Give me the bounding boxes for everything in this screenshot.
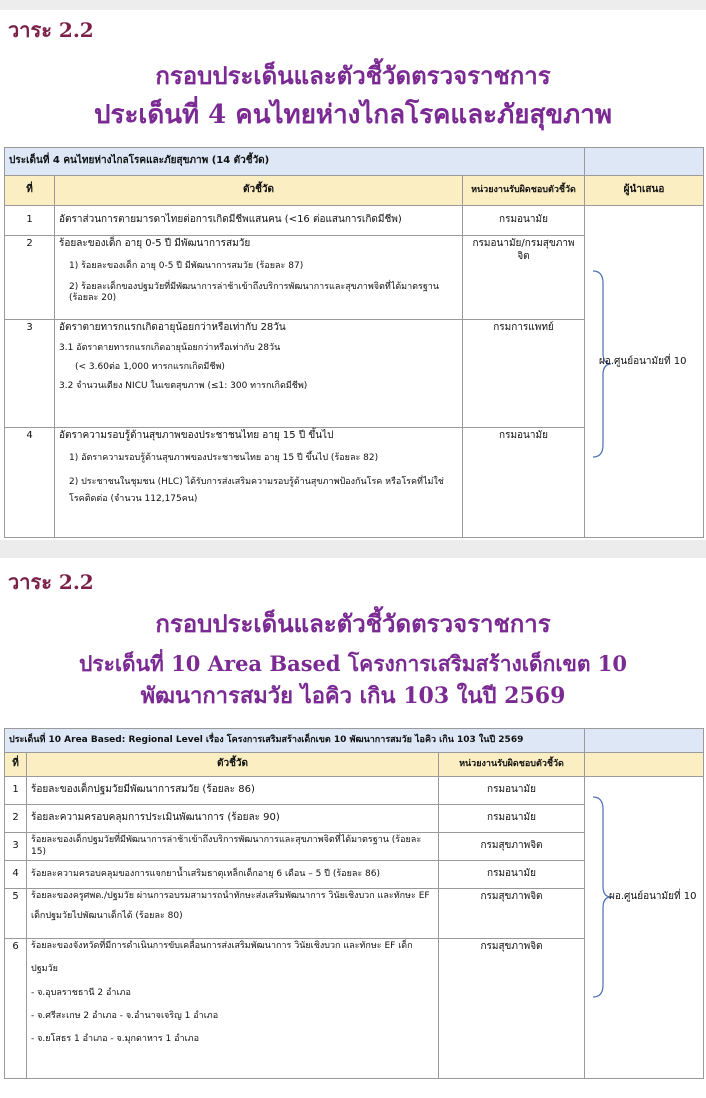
row-unit: กรมอนามัย [463, 428, 585, 538]
indicator-text: ร้อยละของเด็ก อายุ 0-5 ปี มีพัฒนาการสมวัย [59, 238, 251, 249]
presenter-name: ผอ.ศูนย์อนามัยที่ 10 [599, 356, 687, 367]
indicator-sub: 3.2 จำนวนเตียง NICU ในเขตสุขภาพ (≤1: 300 ทารกเกิดมีชีพ) [59, 381, 308, 391]
slide-subtitle: ประเด็นที่ 10 Area Based โครงการเสริมสร้างเด็กเขต 10 [78, 651, 628, 676]
agenda-label: วาระ 2.2 [8, 570, 94, 594]
section-blank [585, 148, 704, 176]
indicator-sub: 1) ร้อยละของเด็ก อายุ 0-5 ปี มีพัฒนาการสมวัย (ร้อยละ 87) [69, 260, 304, 271]
row-indicator [27, 889, 439, 939]
slide-subtitle: ประเด็นที่ 4 คนไทยห่างไกลโรคและภัยสุขภาพ [94, 100, 612, 130]
row-unit: กรมสุขภาพจิต [439, 889, 585, 939]
col-header-unit: หน่วยงานรับผิดชอบตัวชี้วัด [439, 753, 585, 777]
indicator-sub: 2) ประชาชนในชุมชน (HLC) ได้รับการส่งเสริมความรอบรู้ด้านสุขภาพป้องกันโรค หรือโรคที่ไม่ใช่โรคติดต่อ (จำนวน 112,175คน) [69, 476, 444, 504]
section-blank [585, 729, 704, 753]
indicator-text: อัตราความรอบรู้ด้านสุขภาพของประชาชนไทย อายุ 15 ปี ขึ้นไป [59, 430, 334, 441]
indicator-sub: - จ.ศรีสะเกษ 2 อำเภอ - จ.อำนาจเจริญ 1 อำเภอ [31, 1010, 219, 1021]
slide-2 [0, 558, 706, 1098]
row-number: 4 [5, 861, 27, 889]
indicator-text: อัตราตายทารกแรกเกิดอายุน้อยกว่าหรือเท่ากับ 28วัน [59, 322, 286, 333]
indicator-sub: - จ.ยโสธร 1 อำเภอ - จ.มุกดาหาร 1 อำเภอ [31, 1034, 200, 1044]
indicator-text: ร้อยละของจังหวัดที่มีการดำเนินการขับเคลื่อนการส่งเสริมพัฒนาการ วินัยเชิงบวก และทักษะ EF เด็ก [31, 941, 413, 951]
col-header-no: ที่ [5, 176, 55, 206]
indicator-sub: - จ.อุบลราชธานี 2 อำเภอ [31, 987, 131, 998]
indicator-sub: (< 3.60ต่อ 1,000 ทารกแรกเกิดมีชีพ) [75, 361, 225, 372]
row-indicator [55, 320, 463, 428]
col-header-no: ที่ [5, 753, 27, 777]
row-indicator [55, 428, 463, 538]
table-row [5, 777, 704, 805]
indicator-table-2 [4, 728, 704, 1079]
col-header-unit: หน่วยงานรับผิดชอบตัวชี้วัด [463, 176, 585, 206]
slide-title: กรอบประเด็นและตัวชี้วัดตรวจราชการ [155, 61, 551, 90]
row-unit: กรมอนามัย [439, 805, 585, 833]
presenter-cell [585, 777, 704, 1079]
row-unit: กรมสุขภาพจิต [439, 939, 585, 1079]
row-unit: กรมอนามัย [439, 777, 585, 805]
row-unit: กรมอนามัย/กรมสุขภาพจิต [463, 236, 585, 320]
row-number: 3 [5, 833, 27, 861]
slide-title: กรอบประเด็นและตัวชี้วัดตรวจราชการ [155, 609, 551, 638]
row-number: 5 [5, 889, 27, 939]
indicator-sub: 1) อัตราความรอบรู้ด้านสุขภาพของประชาชนไทย อายุ 15 ปี ขึ้นไป (ร้อยละ 82) [69, 452, 379, 463]
row-indicator: ร้อยละของเด็กปฐมวัยที่มีพัฒนาการล่าช้าเข้าถึงบริการพัฒนาการและสุขภาพจิตที่ได้มาตรฐาน (ร้อยละ 15) [27, 833, 439, 861]
top-strip [0, 0, 706, 10]
row-indicator: ร้อยละความครอบคลุมการประเมินพัฒนาการ (ร้อยละ 90) [27, 805, 439, 833]
row-indicator: ร้อยละความครอบคลุมของการแจกยาน้ำเสริมธาตุเหล็กเด็กอายุ 6 เดือน – 5 ปี (ร้อยละ 86) [27, 861, 439, 889]
row-unit: กรมอนามัย [463, 206, 585, 236]
indicator-text: อัตราส่วนการตายมารดาไทยต่อการเกิดมีชีพแสนคน (<16 ต่อแสนการเกิดมีชีพ) [59, 214, 402, 226]
col-header-indicator: ตัวชี้วัด [55, 176, 463, 206]
col-header-indicator: ตัวชี้วัด [27, 753, 439, 777]
presenter-cell [585, 206, 704, 538]
indicator-sub: เด็กปฐมวัยไปพัฒนาเด็กได้ (ร้อยละ 80) [31, 911, 183, 922]
indicator-text: ร้อยละของครูศพด./ปฐมวัย ผ่านการอบรมสามารถนำทักษะส่งเสริมพัฒนาการ วินัยเชิงบวก และทักษะ EF [31, 891, 430, 901]
row-number: 2 [5, 805, 27, 833]
row-unit: กรมการแพทย์ [463, 320, 585, 428]
row-indicator: ร้อยละของเด็กปฐมวัยมีพัฒนาการสมวัย (ร้อยละ 86) [27, 777, 439, 805]
indicator-sub: ปฐมวัย [31, 964, 58, 975]
row-number: 2 [5, 236, 55, 320]
section-label: ประเด็นที่ 10 Area Based: Regional Level เรื่อง โครงการเสริมสร้างเด็กเขต 10 พัฒนาการสมวัย ไอคิว เกิน 103 ในปี 2569 [5, 729, 585, 753]
col-header-presenter-blank [585, 753, 704, 777]
row-indicator [27, 939, 439, 1079]
presenter-name: ผอ.ศูนย์อนามัยที่ 10 [609, 891, 697, 902]
section-label: ประเด็นที่ 4 คนไทยห่างไกลโรคและภัยสุขภาพ (14 ตัวชี้วัด) [5, 148, 585, 176]
row-unit: กรมสุขภาพจิต [439, 833, 585, 861]
indicator-sub: 3.1 อัตราตายทารกแรกเกิดอายุน้อยกว่าหรือเท่ากับ 28วัน [59, 342, 281, 353]
row-number: 1 [5, 777, 27, 805]
table-row [5, 206, 704, 236]
row-indicator [55, 236, 463, 320]
col-header-presenter: ผู้นำเสนอ [585, 176, 704, 206]
row-unit: กรมอนามัย [439, 861, 585, 889]
row-indicator [55, 206, 463, 236]
slide-1 [0, 0, 706, 540]
agenda-label: วาระ 2.2 [8, 18, 94, 42]
indicator-sub: 2) ร้อยละเด็กของปฐมวัยที่มีพัฒนาการล่าช้าเข้าถึงบริการพัฒนาการและสุขภาพจิตที่ได้มาตรฐาน (ร้อยละ 20) [69, 281, 440, 303]
row-number: 4 [5, 428, 55, 538]
slide-subtitle-2: พัฒนาการสมวัย ไอคิว เกิน 103 ในปี 2569 [140, 683, 566, 709]
slide-separator [0, 540, 706, 558]
row-number: 3 [5, 320, 55, 428]
row-number: 1 [5, 206, 55, 236]
indicator-table-1 [4, 147, 704, 538]
row-number: 6 [5, 939, 27, 1079]
